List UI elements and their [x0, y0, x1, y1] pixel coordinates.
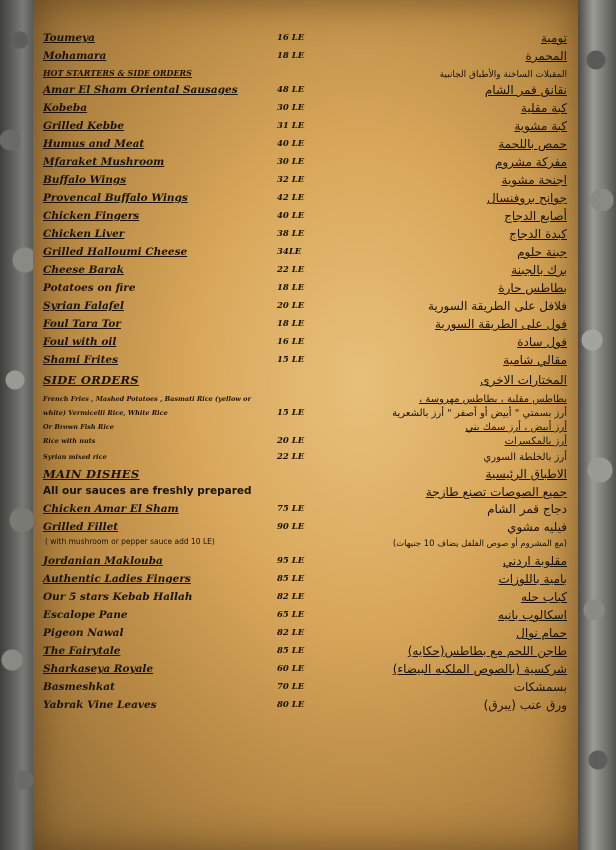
item-price: 22 LE: [277, 452, 305, 462]
item-name-en: Chicken Liver: [43, 228, 125, 240]
item-name-en: Humus and Meat: [43, 138, 145, 150]
sauces-note-ar: جميع الصوصات تصنع طازجة: [425, 485, 567, 499]
item-name-en: Yabrak Vine Leaves: [43, 699, 157, 711]
menu-item: [33, 191, 578, 209]
sauces-note-en: All our sauces are freshly prepared: [43, 485, 252, 497]
menu-item: [33, 644, 578, 662]
fillet-note: [33, 537, 578, 555]
item-name-en: Shami Frites: [43, 354, 119, 366]
item-price: 22 LE: [277, 265, 305, 275]
item-name-ar: حمص باللحمة: [498, 137, 567, 151]
item-price: 40 LE: [277, 139, 305, 149]
item-name-en: Foul with oil: [43, 336, 117, 348]
section-title-en: HOT STARTERS & SIDE ORDERS: [43, 68, 192, 78]
menu-item: [33, 227, 578, 245]
item-name-ar: المحمرة: [525, 49, 567, 63]
item-name-ar: تومية: [540, 31, 567, 45]
item-name-ar: فيليه مشوي: [507, 520, 567, 534]
item-name-ar: بامية باللوزات: [498, 572, 567, 586]
item-price: 18 LE: [277, 319, 305, 329]
item-name-en: white) Vermicelli Rice, White Rice: [43, 409, 168, 417]
item-name-ar: برك بالجبنة: [511, 263, 567, 277]
item-name-en: Grilled Halloumi Cheese: [43, 246, 188, 258]
item-name-ar: فلافل على الطريقة السورية: [427, 299, 567, 313]
fillet-note-en: ( with mushroom or pepper sauce add 10 LE): [45, 537, 215, 546]
item-name-ar: نقانق قمر الشام: [484, 83, 567, 97]
item-name-ar: أرز بالخلطة السوري: [483, 452, 567, 463]
item-name-ar: بطاطس حارة: [498, 281, 567, 295]
item-name-en: Mfaraket Mushroom: [43, 156, 165, 168]
menu-item: [33, 137, 578, 155]
item-price: 16 LE: [277, 33, 305, 43]
item-price: 48 LE: [277, 85, 305, 95]
item-name-en: Basmeshkat: [43, 681, 115, 693]
menu-item: [33, 281, 578, 299]
menu-item: [33, 49, 578, 67]
item-name-ar: كبة مشوية: [514, 119, 567, 133]
menu-item: [33, 626, 578, 644]
menu-page: [33, 0, 578, 850]
item-price: 30 LE: [277, 157, 305, 167]
item-price: 70 LE: [277, 682, 305, 692]
item-name-ar: ورق عنب (يبرق): [483, 698, 567, 712]
item-name-en: Jordanian Maklouba: [43, 555, 163, 567]
item-name-ar: جوانح بروفنسال: [486, 191, 567, 205]
menu-item: [33, 119, 578, 137]
item-price: 20 LE: [277, 436, 305, 446]
section-header-main-dishes: [33, 467, 578, 485]
item-name-ar: أرز أبيض ، أرز سمك بني: [465, 422, 567, 433]
item-price: 34LE: [277, 247, 302, 257]
item-name-en: Toumeya: [43, 32, 95, 44]
item-name-ar: كبدة الدجاج: [509, 227, 567, 241]
item-name-en: Escalope Pane: [43, 609, 128, 621]
item-price: 85 LE: [277, 646, 305, 656]
item-name-en: Chicken Fingers: [43, 210, 140, 222]
item-name-ar: مقلوبة اردني: [502, 554, 567, 568]
item-name-ar: أرز بسمتي " أبيض أو أصفر " أرز بالشعرية: [392, 408, 567, 419]
fillet-note-ar: (مع المشروم أو صوص الفلفل يضاف 10 جنيهات): [392, 539, 567, 549]
item-price: 85 LE: [277, 574, 305, 584]
item-price: 38 LE: [277, 229, 305, 239]
item-name-ar: دجاج قمر الشام: [487, 502, 567, 516]
item-name-ar: أصابع الدجاج: [504, 209, 567, 223]
item-name-ar: بطاطس مقلية ، بطاطس مهروسة ،: [419, 394, 567, 405]
item-price: 32 LE: [277, 175, 305, 185]
menu-item: [33, 317, 578, 335]
menu-item: [33, 572, 578, 590]
item-name-ar: طاجن اللحم مع بطاطس(حكايه): [407, 644, 567, 658]
item-name-en: Our 5 stars Kebab Hallah: [43, 591, 193, 603]
section-title-en: SIDE ORDERS: [43, 373, 139, 387]
item-name-en: Authentic Ladies Fingers: [43, 573, 191, 585]
item-price: 82 LE: [277, 628, 305, 638]
item-name-en: Buffalo Wings: [43, 174, 127, 186]
item-price: 15 LE: [277, 408, 305, 418]
item-name-ar: اسكالوب بانيه: [497, 608, 567, 622]
menu-item: [33, 680, 578, 698]
menu-item: [33, 101, 578, 119]
item-price: 18 LE: [277, 283, 305, 293]
menu-item: [33, 31, 578, 49]
item-name-en: Chicken Amar El Sham: [43, 503, 179, 515]
item-name-en: Cheese Barak: [43, 264, 124, 276]
menu-item: [33, 450, 578, 468]
section-header-hot-starters: [33, 66, 578, 84]
item-name-en: Potatoes on fire: [43, 282, 136, 294]
item-name-ar: بسمشكات: [513, 680, 567, 694]
item-name-en: Syrian mixed rice: [43, 453, 107, 461]
item-price: 15 LE: [277, 355, 305, 365]
menu-item: [33, 335, 578, 353]
menu-item: [33, 155, 578, 173]
item-name-en: Grilled Fillet: [43, 521, 119, 533]
section-title-ar: المقبلات الساخنة والأطباق الجانبية: [439, 70, 567, 80]
item-name-ar: اجنحة مشوية: [501, 173, 567, 187]
menu-item: [33, 245, 578, 263]
menu-item: [33, 299, 578, 317]
item-name-ar: جبنة حلوم: [517, 245, 567, 259]
item-name-en: Or Brown Fish Rice: [43, 423, 114, 431]
item-name-ar: فول سادة: [517, 335, 567, 349]
item-price: 40 LE: [277, 211, 305, 221]
item-price: 20 LE: [277, 301, 305, 311]
menu-item: [33, 353, 578, 371]
item-name-en: Foul Tara Tor: [43, 318, 121, 330]
item-name-ar: مقالي شامية: [503, 353, 567, 367]
menu-item: [33, 263, 578, 281]
item-price: 16 LE: [277, 337, 305, 347]
item-name-en: The Fairytale: [43, 645, 121, 657]
item-price: 95 LE: [277, 556, 305, 566]
menu-item: [33, 554, 578, 572]
item-price: 60 LE: [277, 664, 305, 674]
menu-item: [33, 520, 578, 538]
item-price: 75 LE: [277, 504, 305, 514]
menu-item: [33, 83, 578, 101]
section-title-ar: الاطباق الرئيسية: [485, 467, 567, 481]
item-name-ar: فول على الطريقة السورية: [435, 317, 567, 331]
menu-item: [33, 590, 578, 608]
item-name-en: Sharkaseya Royale: [43, 663, 154, 675]
menu-item: [33, 173, 578, 191]
item-price: 18 LE: [277, 51, 305, 61]
item-name-en: Kobeba: [43, 102, 88, 114]
item-name-en: Mohamara: [43, 50, 107, 62]
menu-item: [33, 608, 578, 626]
item-name-en: Amar El Sham Oriental Sausages: [43, 84, 238, 96]
item-price: 30 LE: [277, 103, 305, 113]
item-name-ar: مفركة مشروم: [494, 155, 567, 169]
item-name-ar: شركسية (بالصوص الملكيه البيضاء): [392, 662, 567, 676]
item-name-ar: كبة مقلية: [520, 101, 567, 115]
item-price: 80 LE: [277, 700, 305, 710]
item-price: 82 LE: [277, 592, 305, 602]
item-name-ar: كباب حله: [521, 590, 567, 604]
right-ornament-border: [578, 0, 616, 850]
menu-item: [33, 502, 578, 520]
item-price: 31 LE: [277, 121, 305, 131]
section-title-en: MAIN DISHES: [43, 467, 140, 481]
item-name-en: French Fries , Mashed Potatoes , Basmati Rice (yellow or: [43, 395, 251, 403]
item-name-en: Rice with nuts: [43, 437, 96, 445]
item-name-en: Syrian Falafel: [43, 300, 124, 312]
item-name-ar: حمام نوال: [516, 626, 567, 640]
item-name-en: Grilled Kebbe: [43, 120, 125, 132]
item-price: 90 LE: [277, 522, 305, 532]
sauces-note: [33, 485, 578, 503]
item-name-en: Pigeon Nawal: [43, 627, 124, 639]
item-name-ar: أرز بالمكسرات: [504, 436, 567, 447]
menu-item: [33, 698, 578, 716]
section-header-side-orders: [33, 373, 578, 391]
menu-item: [33, 209, 578, 227]
section-title-ar: المختارات الاخرى: [480, 373, 567, 387]
item-price: 65 LE: [277, 610, 305, 620]
item-name-en: Provencal Buffalo Wings: [43, 192, 188, 204]
item-price: 42 LE: [277, 193, 305, 203]
menu-item: [33, 662, 578, 680]
